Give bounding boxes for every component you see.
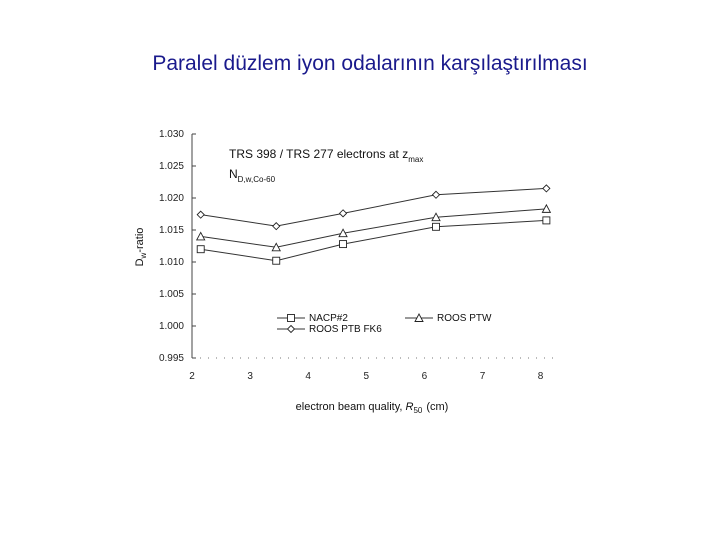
y-tick-label: 1.030: [158, 129, 184, 140]
legend-marker-0: [288, 315, 295, 322]
y-tick-label: 0.995: [158, 353, 184, 364]
series-line-0: [201, 220, 547, 260]
y-tick-label: 1.025: [158, 161, 184, 172]
data-point-0-4: [543, 217, 550, 224]
slide-title: Paralel düzlem iyon odalarının karşılaştırılması: [152, 52, 588, 75]
data-point-2-1: [273, 223, 280, 230]
legend-label-0: NACP#2: [309, 313, 348, 324]
chart-series: [197, 185, 551, 264]
x-tick-label: 6: [421, 371, 428, 382]
data-point-2-0: [197, 211, 204, 218]
legend-marker-2: [288, 326, 295, 333]
data-point-0-0: [197, 246, 204, 253]
data-point-0-1: [273, 257, 280, 264]
x-tick-label: 4: [305, 371, 311, 382]
data-point-1-0: [197, 232, 205, 240]
x-tick-label: 7: [479, 371, 486, 382]
x-tick-label: 5: [363, 371, 370, 382]
y-tick-label: 1.015: [158, 225, 184, 236]
chart-annotation-line2: $N_{D,w,Co-60}$: [229, 167, 276, 184]
x-tick-label: 3: [247, 371, 253, 382]
x-tick-label: 8: [537, 371, 544, 382]
chart-annotation-line1: TRS 398 / TRS 277 electrons at $z_{max}$: [229, 147, 424, 164]
legend-label-2: ROOS PTB FK6: [309, 324, 382, 335]
data-point-0-3: [433, 223, 440, 230]
y-tick-label: 1.020: [158, 193, 184, 204]
series-line-1: [201, 209, 547, 247]
data-point-2-4: [543, 185, 550, 192]
data-point-2-3: [433, 191, 440, 198]
data-point-0-2: [340, 241, 347, 248]
data-point-2-2: [340, 210, 347, 217]
y-axis-label: $D_w$-ratio: [134, 227, 148, 267]
y-tick-label: 1.010: [158, 257, 184, 268]
legend-label-1: ROOS PTW: [437, 313, 492, 324]
x-tick-label: 2: [189, 371, 195, 382]
y-tick-label: 1.000: [158, 321, 184, 332]
y-tick-label: 1.005: [158, 289, 184, 300]
series-line-2: [201, 188, 547, 226]
chart-legend: [277, 313, 492, 335]
x-axis-label: electron beam quality, $R_{50}$ (cm): [295, 401, 449, 415]
chart-ticks: [159, 129, 544, 382]
